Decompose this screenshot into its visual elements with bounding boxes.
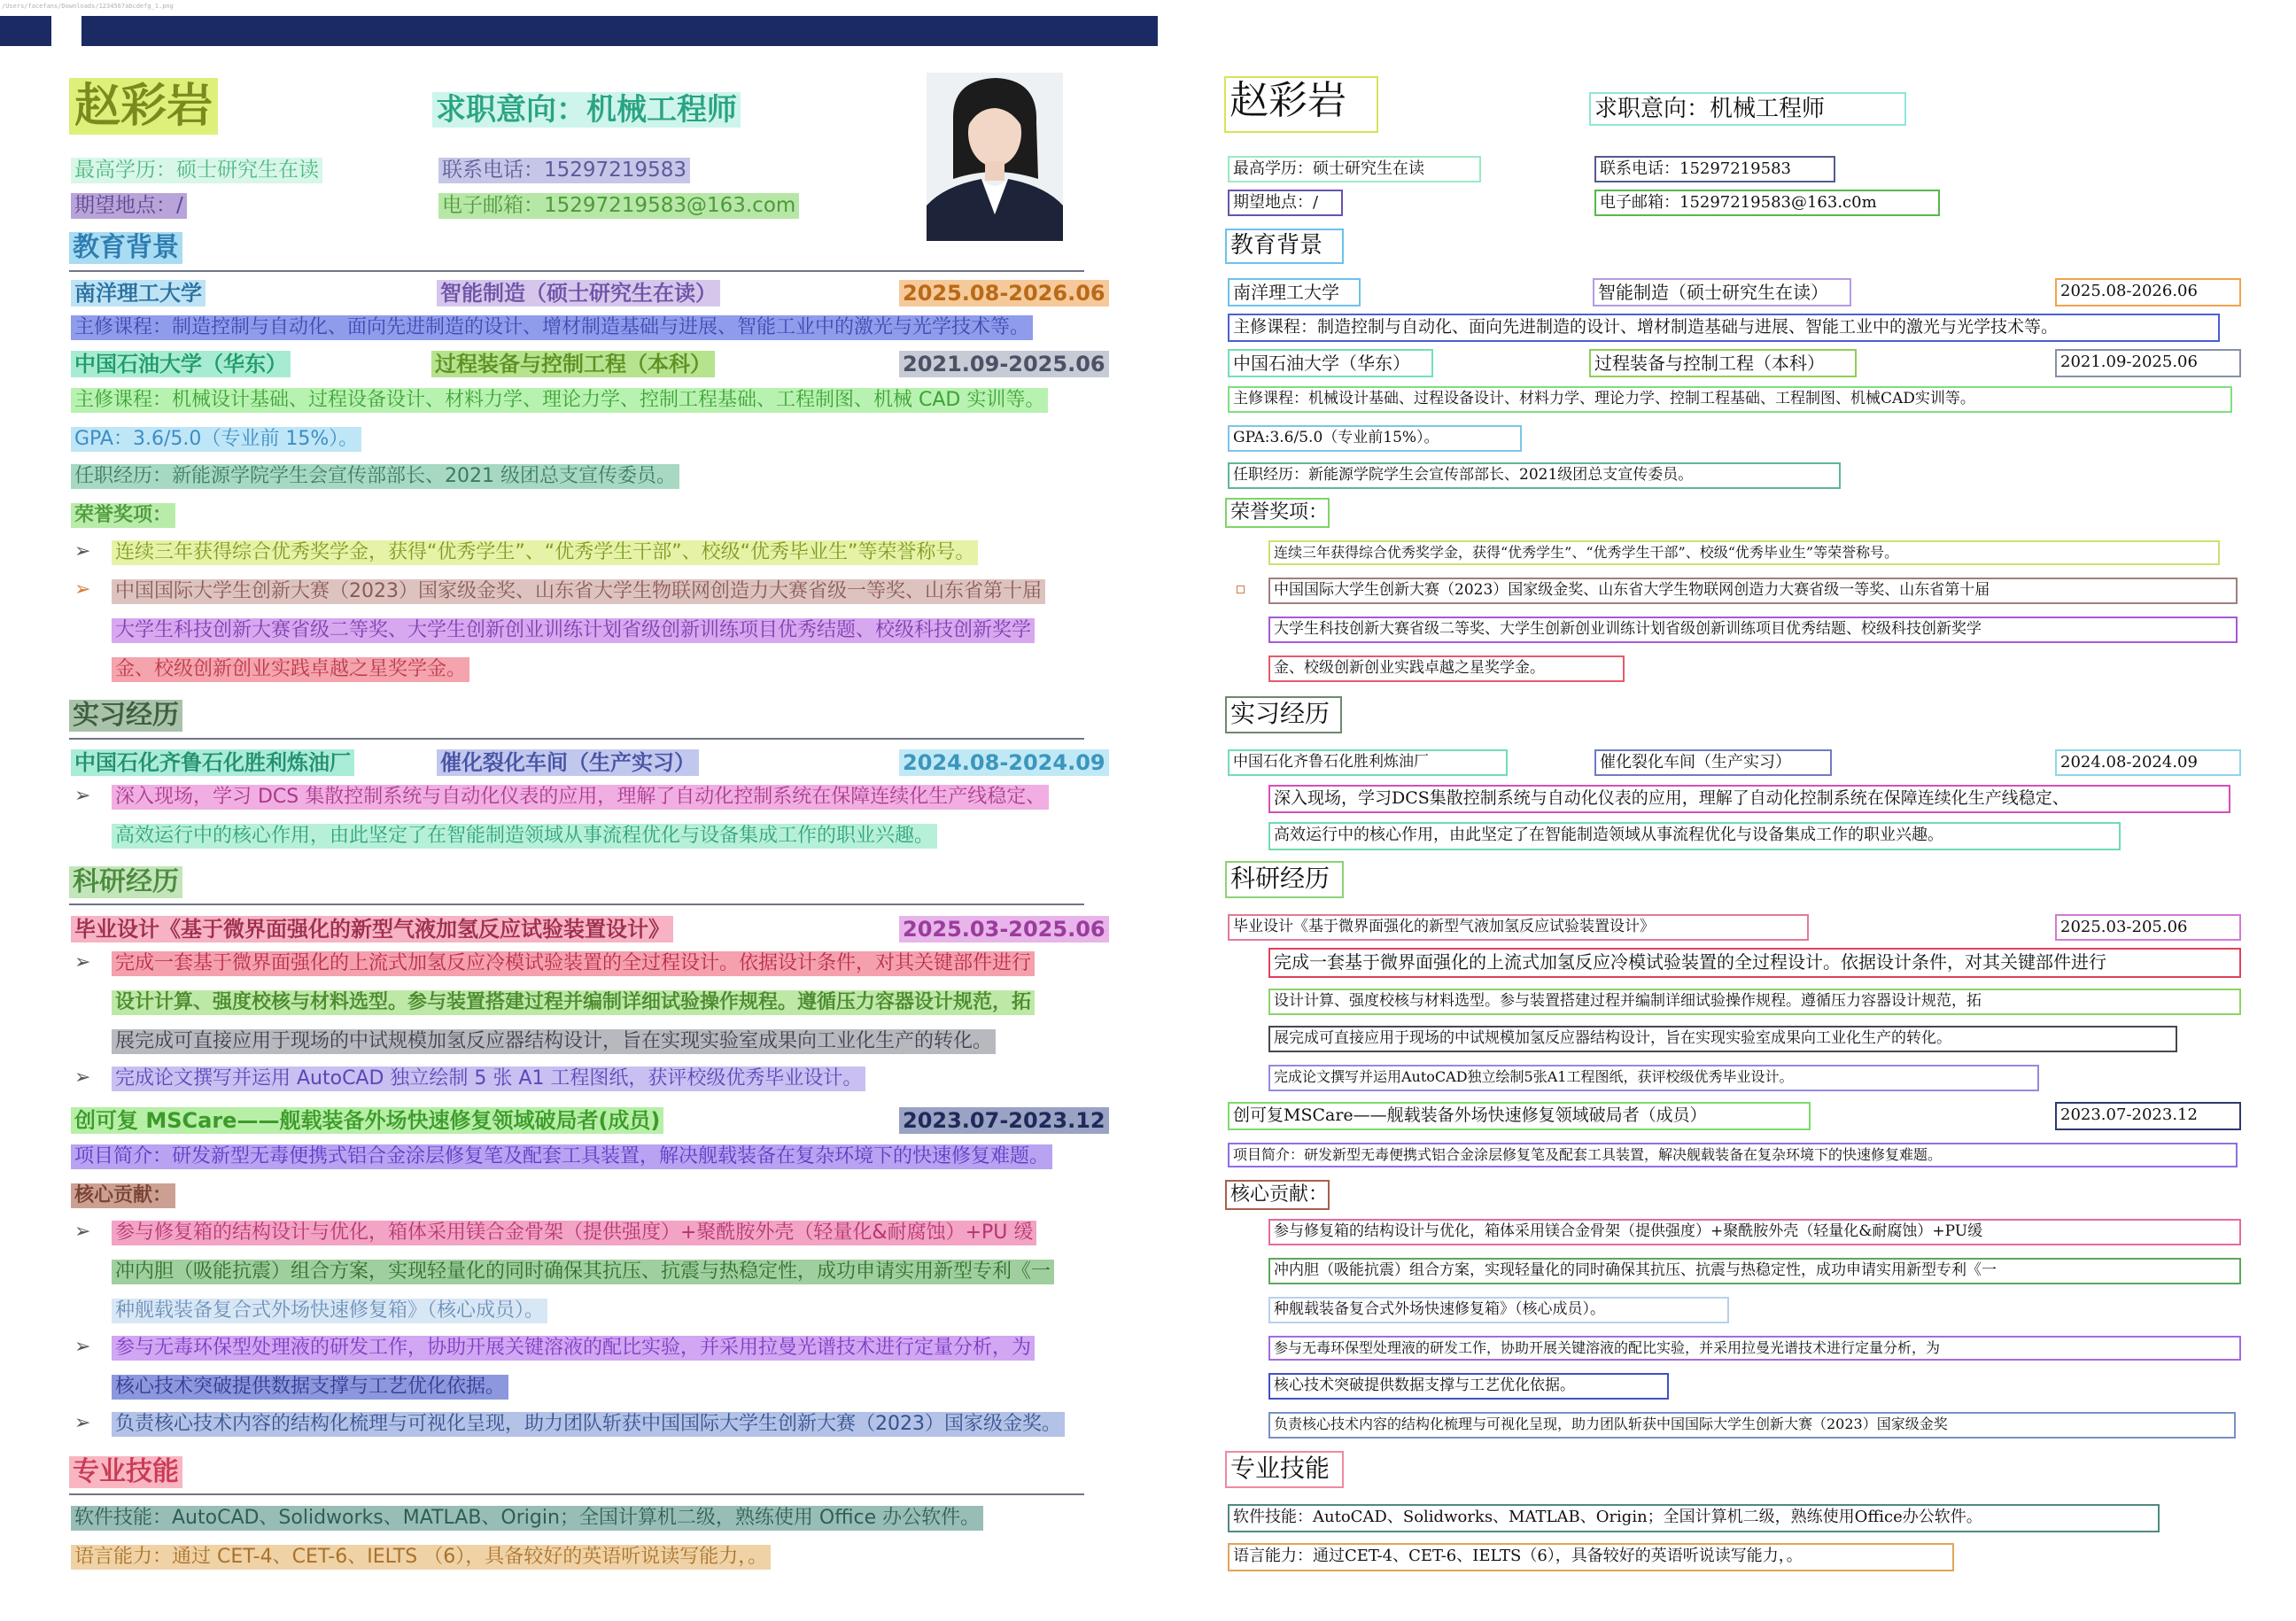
bullet-arrow-icon: ➢ bbox=[74, 578, 91, 601]
thesis-date: 2025.03-2025.06 bbox=[899, 916, 1109, 942]
ocr-positions: 任职经历：新能源学院学生会宣传部部长、2021级团总支宣传委员。 bbox=[1228, 462, 1841, 489]
bullet-arrow-icon: ➢ bbox=[74, 785, 91, 807]
ocr-objective: 求职意向：机械工程师 bbox=[1589, 92, 1906, 126]
edu-courses-1: 主修课程：制造控制与自动化、面向先进制造的设计、增材制造基础与进展、智能工业中的激光与光学技术等。 bbox=[71, 315, 1033, 340]
ocr-research-title: 科研经历 bbox=[1225, 861, 1344, 898]
email: 电子邮箱：15297219583@163.com bbox=[438, 193, 799, 219]
gpa: GPA：3.6/5.0（专业前 15%）。 bbox=[71, 427, 361, 452]
ocr-p6: 负责核心技术内容的结构化梳理与可视化呈现，助力团队斩获中国国际大学生创新大赛（2023）国家级金奖 bbox=[1268, 1412, 2236, 1439]
header-bar-right bbox=[81, 16, 1158, 46]
file-path-text: /Users/facefans/Downloads/1234567abcdefg_1.png bbox=[2, 3, 174, 10]
ocr-location: 期望地点：/ bbox=[1228, 190, 1343, 216]
project-line-1: 参与修复箱的结构设计与优化，箱体采用镁合金骨架（提供强度）+聚酰胺外壳（轻量化&耐腐蚀）+PU 缓 bbox=[112, 1221, 1036, 1245]
ocr-courses-1: 主修课程：制造控制与自动化、面向先进制造的设计、增材制造基础与进展、智能工业中的激光与光学技术等。 bbox=[1228, 314, 2220, 342]
core-contribution-label: 核心贡献： bbox=[71, 1183, 175, 1208]
ocr-thesis: 毕业设计《基于微界面强化的新型气液加氢反应试验装置设计》 bbox=[1228, 914, 1809, 941]
section-education-title: 教育背景 bbox=[69, 232, 182, 264]
edu-date-2: 2021.09-2025.06 bbox=[899, 351, 1109, 377]
bullet-arrow-icon: ➢ bbox=[74, 951, 91, 973]
edu-major-2: 过程装备与控制工程（本科） bbox=[431, 351, 715, 377]
ocr-p5: 核心技术突破提供数据支撑与工艺优化依据。 bbox=[1268, 1373, 1669, 1400]
ocr-project-intro: 项目简介：研发新型无毒便携式铝合金涂层修复笔及配套工具装置，解决舰载装备在复杂环境下的快速修复难题。 bbox=[1228, 1143, 2238, 1167]
bullet-arrow-icon: ➢ bbox=[74, 1412, 91, 1434]
ocr-intern-2: 高效运行中的核心作用，由此坚定了在智能制造领域从事流程优化与设备集成工作的职业兴趣。 bbox=[1268, 822, 2121, 850]
bullet-arrow-icon: ➢ bbox=[74, 1336, 91, 1358]
ocr-dept: 催化裂化车间（生产实习） bbox=[1594, 749, 1832, 776]
ocr-r4: 完成论文撰写并运用AutoCAD独立绘制5张A1工程图纸，获评校级优秀毕业设计。 bbox=[1268, 1065, 2039, 1091]
ocr-honor-3: 大学生科技创新大赛省级二等奖、大学生创新创业训练计划省级创新训练项目优秀结题、校级科技创新奖学 bbox=[1268, 617, 2238, 643]
ocr-r3: 展完成可直接应用于现场的中试规模加氢反应器结构设计，旨在实现实验室成果向工业化生产的转化。 bbox=[1268, 1026, 2177, 1052]
ocr-intern-date: 2024.08-2024.09 bbox=[2055, 749, 2241, 776]
bullet-arrow-icon: ➢ bbox=[74, 1066, 91, 1089]
ocr-education-level: 最高学历：硕士研究生在读 bbox=[1228, 156, 1481, 182]
thesis-line-4: 完成论文撰写并运用 AutoCAD 独立绘制 5 张 A1 工程图纸，获评校级优秀毕业设计。 bbox=[112, 1066, 865, 1091]
resume-name: 赵彩岩 bbox=[69, 78, 218, 135]
section-divider bbox=[69, 738, 1084, 740]
project-line-5: 核心技术突破提供数据支撑与工艺优化依据。 bbox=[112, 1375, 508, 1400]
section-divider bbox=[69, 270, 1084, 272]
project-line-6: 负责核心技术内容的结构化梳理与可视化呈现，助力团队斩获中国国际大学生创新大赛（2023）国家级金奖。 bbox=[112, 1412, 1065, 1437]
ocr-skill-2: 语言能力：通过CET-4、CET-6、IELTS（6），具备较好的英语听说读写能力，。 bbox=[1228, 1543, 1954, 1571]
ocr-skill-1: 软件技能：AutoCAD、Solidworks、MATLAB、Origin；全国计算机二级，熟练使用Office办公软件。 bbox=[1228, 1504, 2160, 1532]
profile-photo bbox=[927, 73, 1063, 241]
ocr-p3: 种舰载装备复合式外场快速修复箱》（核心成员）。 bbox=[1268, 1297, 1729, 1323]
honor-line-1: 连续三年获得综合优秀奖学金，获得“优秀学生”、“优秀学生干部”、校级“优秀毕业生”等荣誉称号。 bbox=[112, 540, 978, 565]
bullet-square-icon bbox=[1237, 586, 1245, 593]
ocr-school-2: 中国石油大学（华东） bbox=[1228, 349, 1433, 377]
ocr-name: 赵彩岩 bbox=[1224, 76, 1378, 133]
edu-school-1: 南洋理工大学 bbox=[71, 280, 206, 306]
ocr-major-2: 过程装备与控制工程（本科） bbox=[1589, 349, 1857, 377]
ocr-r2: 设计计算、强度校核与材料选型。参与装置搭建过程并编制详细试验操作规程。遵循压力容器设计规范，拓 bbox=[1268, 989, 2241, 1015]
ocr-p2: 冲内胆（吸能抗震）组合方案，实现轻量化的同时确保其抗压、抗震与热稳定性，成功申请实用新型专利《一 bbox=[1268, 1258, 2241, 1284]
person-portrait-icon bbox=[927, 73, 1063, 241]
honors-label: 荣誉奖项： bbox=[71, 503, 175, 528]
section-divider bbox=[69, 1493, 1084, 1495]
ocr-date-1: 2025.08-2026.06 bbox=[2055, 278, 2241, 306]
honor-line-3: 大学生科技创新大赛省级二等奖、大学生创新创业训练计划省级创新训练项目优秀结题、校级科技创新奖学 bbox=[112, 618, 1035, 643]
bullet-arrow-icon: ➢ bbox=[74, 1221, 91, 1243]
intern-date: 2024.08-2024.09 bbox=[899, 749, 1109, 776]
thesis-line-2: 设计计算、强度校核与材料选型。参与装置搭建过程并编制详细试验操作规程。遵循压力容器设计规范，拓 bbox=[112, 990, 1035, 1015]
positions-held: 任职经历：新能源学院学生会宣传部部长、2021 级团总支宣传委员。 bbox=[71, 464, 679, 489]
ocr-school-1: 南洋理工大学 bbox=[1228, 278, 1361, 306]
thesis-line-3: 展完成可直接应用于现场的中试规模加氢反应器结构设计，旨在实现实验室成果向工业化生产的转化。 bbox=[112, 1029, 996, 1054]
ocr-project-date: 2023.07-2023.12 bbox=[2055, 1102, 2241, 1130]
ocr-skills-title: 专业技能 bbox=[1225, 1451, 1344, 1488]
ocr-edu-title: 教育背景 bbox=[1225, 229, 1344, 264]
ocr-p1: 参与修复箱的结构设计与优化，箱体采用镁合金骨架（提供强度）+聚酰胺外壳（轻量化&耐腐蚀）+PU缓 bbox=[1268, 1219, 2241, 1245]
ocr-courses-2: 主修课程：机械设计基础、过程设备设计、材料力学、理论力学、控制工程基础、工程制图、机械CAD实训等。 bbox=[1228, 386, 2232, 413]
intern-line-2: 高效运行中的核心作用，由此坚定了在智能制造领域从事流程优化与设备集成工作的职业兴趣。 bbox=[112, 824, 937, 849]
ocr-major-1: 智能制造（硕士研究生在读） bbox=[1593, 278, 1851, 306]
section-divider bbox=[69, 904, 1084, 905]
ocr-honor-2: 中国国际大学生创新大赛（2023）国家级金奖、山东省大学生物联网创造力大赛省级一等奖、山东省第十届 bbox=[1268, 578, 2238, 604]
project-intro: 项目简介：研发新型无毒便携式铝合金涂层修复笔及配套工具装置，解决舰载装备在复杂环境下的快速修复难题。 bbox=[71, 1144, 1052, 1169]
job-objective: 求职意向：机械工程师 bbox=[432, 92, 741, 128]
project-date: 2023.07-2023.12 bbox=[899, 1107, 1109, 1134]
ocr-intern-title: 实习经历 bbox=[1225, 696, 1342, 733]
thesis-line-1: 完成一套基于微界面强化的上流式加氢反应冷模试验装置的全过程设计。依据设计条件，对其关键部件进行 bbox=[112, 951, 1035, 976]
phone: 联系电话：15297219583 bbox=[438, 158, 690, 183]
ocr-date-2: 2021.09-2025.06 bbox=[2055, 349, 2241, 377]
intern-line-1: 深入现场，学习 DCS 集散控制系统与自动化仪表的应用，理解了自动化控制系统在保障连续化生产线稳定、 bbox=[112, 785, 1049, 810]
edu-school-2: 中国石油大学（华东） bbox=[71, 351, 291, 377]
ocr-core-label: 核心贡献： bbox=[1225, 1180, 1330, 1210]
ocr-gpa: GPA:3.6/5.0（专业前15%）。 bbox=[1228, 425, 1522, 452]
section-internship-title: 实习经历 bbox=[69, 700, 182, 732]
ocr-honors-label: 荣誉奖项： bbox=[1225, 498, 1330, 528]
skill-language: 语言能力：通过 CET-4、CET-6、IELTS （6），具备较好的英语听说读写能力，。 bbox=[71, 1545, 771, 1570]
expected-location: 期望地点：/ bbox=[71, 193, 187, 219]
project-line-3: 种舰载装备复合式外场快速修复箱》（核心成员）。 bbox=[112, 1299, 547, 1323]
honor-line-2: 中国国际大学生创新大赛（2023）国家级金奖、山东省大学生物联网创造力大赛省级一等奖、山东省第十届 bbox=[112, 579, 1045, 604]
ocr-p4: 参与无毒环保型处理液的研发工作，协助开展关键溶液的配比实验，并采用拉曼光谱技术进行定量分析，为 bbox=[1268, 1336, 2241, 1361]
ocr-thesis-date: 2025.03-205.06 bbox=[2055, 914, 2241, 941]
ocr-intern-1: 深入现场，学习DCS集散控制系统与自动化仪表的应用，理解了自动化控制系统在保障连续化生产线稳定、 bbox=[1268, 785, 2230, 813]
ocr-project: 创可复MSCare——舰载装备外场快速修复领域破局者（成员） bbox=[1228, 1102, 1811, 1130]
honor-line-4: 金、校级创新创业实践卓越之星奖学金。 bbox=[112, 657, 469, 682]
edu-date-1: 2025.08-2026.06 bbox=[899, 280, 1109, 306]
edu-courses-2: 主修课程：机械设计基础、过程设备设计、材料力学、理论力学、控制工程基础、工程制图、机械 CAD 实训等。 bbox=[71, 388, 1048, 413]
project-line-4: 参与无毒环保型处理液的研发工作，协助开展关键溶液的配比实验，并采用拉曼光谱技术进行定量分析，为 bbox=[112, 1336, 1035, 1361]
project-title: 创可复 MSCare——舰载装备外场快速修复领域破局者(成员) bbox=[71, 1107, 663, 1134]
section-skills-title: 专业技能 bbox=[69, 1456, 182, 1488]
ocr-honor-4: 金、校级创新创业实践卓越之星奖学金。 bbox=[1268, 655, 1625, 682]
ocr-email: 电子邮箱：15297219583@163.c0m bbox=[1594, 190, 1940, 216]
header-bar-left bbox=[0, 16, 51, 46]
thesis-title: 毕业设计《基于微界面强化的新型气液加氢反应试验装置设计》 bbox=[71, 916, 673, 942]
intern-company: 中国石化齐鲁石化胜利炼油厂 bbox=[71, 749, 354, 776]
ocr-honor-1: 连续三年获得综合优秀奖学金，获得“优秀学生”、“优秀学生干部”、校级“优秀毕业生”等荣誉称号。 bbox=[1268, 540, 2220, 565]
edu-major-1: 智能制造（硕士研究生在读） bbox=[437, 280, 720, 306]
ocr-phone: 联系电话：15297219583 bbox=[1594, 156, 1835, 182]
ocr-r1: 完成一套基于微界面强化的上流式加氢反应冷模试验装置的全过程设计。依据设计条件，对其关键部件进行 bbox=[1268, 948, 2241, 978]
ocr-company: 中国石化齐鲁石化胜利炼油厂 bbox=[1228, 749, 1508, 776]
intern-dept: 催化裂化车间（生产实习） bbox=[437, 749, 699, 776]
skill-software: 软件技能：AutoCAD、Solidworks、MATLAB、Origin；全国计算机二级，熟练使用 Office 办公软件。 bbox=[71, 1506, 983, 1531]
project-line-2: 冲内胆（吸能抗震）组合方案，实现轻量化的同时确保其抗压、抗震与热稳定性，成功申请实用新型专利《一 bbox=[112, 1260, 1054, 1284]
education-level: 最高学历：硕士研究生在读 bbox=[71, 158, 322, 183]
bullet-arrow-icon: ➢ bbox=[74, 540, 91, 562]
section-research-title: 科研经历 bbox=[69, 866, 182, 898]
